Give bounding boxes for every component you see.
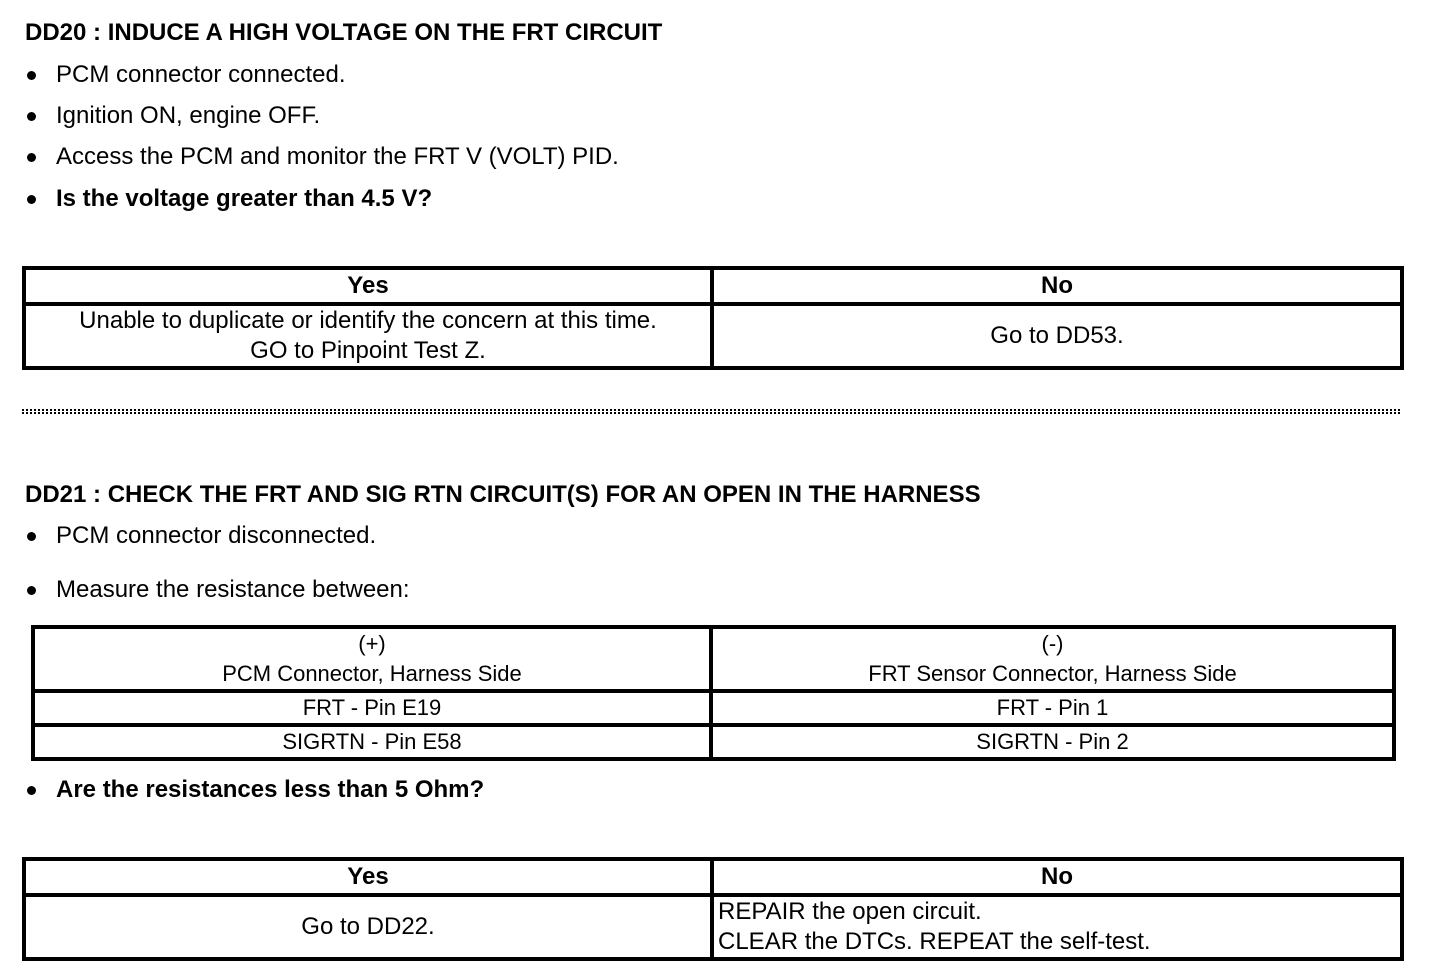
no-cell	[712, 895, 1402, 959]
table-row	[33, 691, 1394, 725]
table-header-row	[33, 627, 1394, 691]
minus-label: FRT Sensor Connector, Harness Side	[868, 661, 1237, 686]
bullet-text: Measure the resistance between:	[56, 576, 410, 603]
section-divider	[22, 409, 1400, 414]
no-header: No	[712, 859, 1402, 895]
no-header: No	[712, 268, 1402, 304]
step-dd21-bullet	[25, 522, 376, 550]
minus-symbol: (-)	[1041, 631, 1064, 656]
yes-line: GO to Pinpoint Test Z.	[250, 337, 486, 364]
table-header-row	[24, 859, 1402, 895]
minus-header	[711, 627, 1394, 691]
minus-cell: SIGRTN - Pin 2	[711, 725, 1394, 759]
table-header-row	[24, 268, 1402, 304]
plus-cell: SIGRTN - Pin E58	[33, 725, 711, 759]
step-dd20-bullet	[25, 102, 320, 130]
bullet-text: Access the PCM and monitor the FRT V (VOLT) PID.	[56, 143, 619, 170]
no-cell: Go to DD53.	[712, 304, 1402, 368]
step-dd21-bullet	[25, 576, 410, 604]
step-dd21-heading: DD21 : CHECK THE FRT AND SIG RTN CIRCUIT(S) FOR AN OPEN IN THE HARNESS	[25, 481, 981, 508]
step-dd21-result-table	[22, 857, 1404, 961]
bullet-text: PCM connector connected.	[56, 61, 346, 88]
step-dd20-result-table	[22, 266, 1404, 370]
plus-cell: FRT - Pin E19	[33, 691, 711, 725]
plus-label: PCM Connector, Harness Side	[222, 661, 522, 686]
table-row	[24, 895, 1402, 959]
yes-header: Yes	[24, 859, 712, 895]
no-line: CLEAR the DTCs. REPEAT the self-test.	[718, 928, 1151, 955]
yes-cell	[24, 304, 712, 368]
yes-cell: Go to DD22.	[24, 895, 712, 959]
table-row	[24, 304, 1402, 368]
bullet-dot-icon	[27, 532, 36, 541]
bullet-text: PCM connector disconnected.	[56, 522, 377, 549]
yes-header: Yes	[24, 268, 712, 304]
bullet-dot-icon	[27, 71, 36, 80]
bullet-text: Ignition ON, engine OFF.	[56, 102, 321, 129]
question-text: Is the voltage greater than 4.5 V?	[56, 185, 433, 212]
plus-header	[33, 627, 711, 691]
no-line: REPAIR the open circuit.	[718, 898, 982, 925]
step-dd20-heading: DD20 : INDUCE A HIGH VOLTAGE ON THE FRT CIRCUIT	[25, 19, 663, 46]
table-row	[33, 725, 1394, 759]
plus-symbol: (+)	[358, 631, 386, 656]
step-dd20-question	[25, 185, 432, 213]
bullet-dot-icon	[27, 153, 36, 162]
question-text: Are the resistances less than 5 Ohm?	[56, 776, 485, 803]
minus-cell: FRT - Pin 1	[711, 691, 1394, 725]
step-dd20-bullet	[25, 61, 346, 89]
bullet-dot-icon	[27, 586, 36, 595]
step-dd20-bullet	[25, 143, 619, 171]
bullet-dot-icon	[27, 786, 36, 795]
bullet-dot-icon	[27, 112, 36, 121]
bullet-dot-icon	[27, 195, 36, 204]
step-dd21-question	[25, 776, 484, 804]
yes-line: Unable to duplicate or identify the concern at this time.	[79, 307, 657, 334]
measure-resistance-table	[31, 625, 1396, 761]
